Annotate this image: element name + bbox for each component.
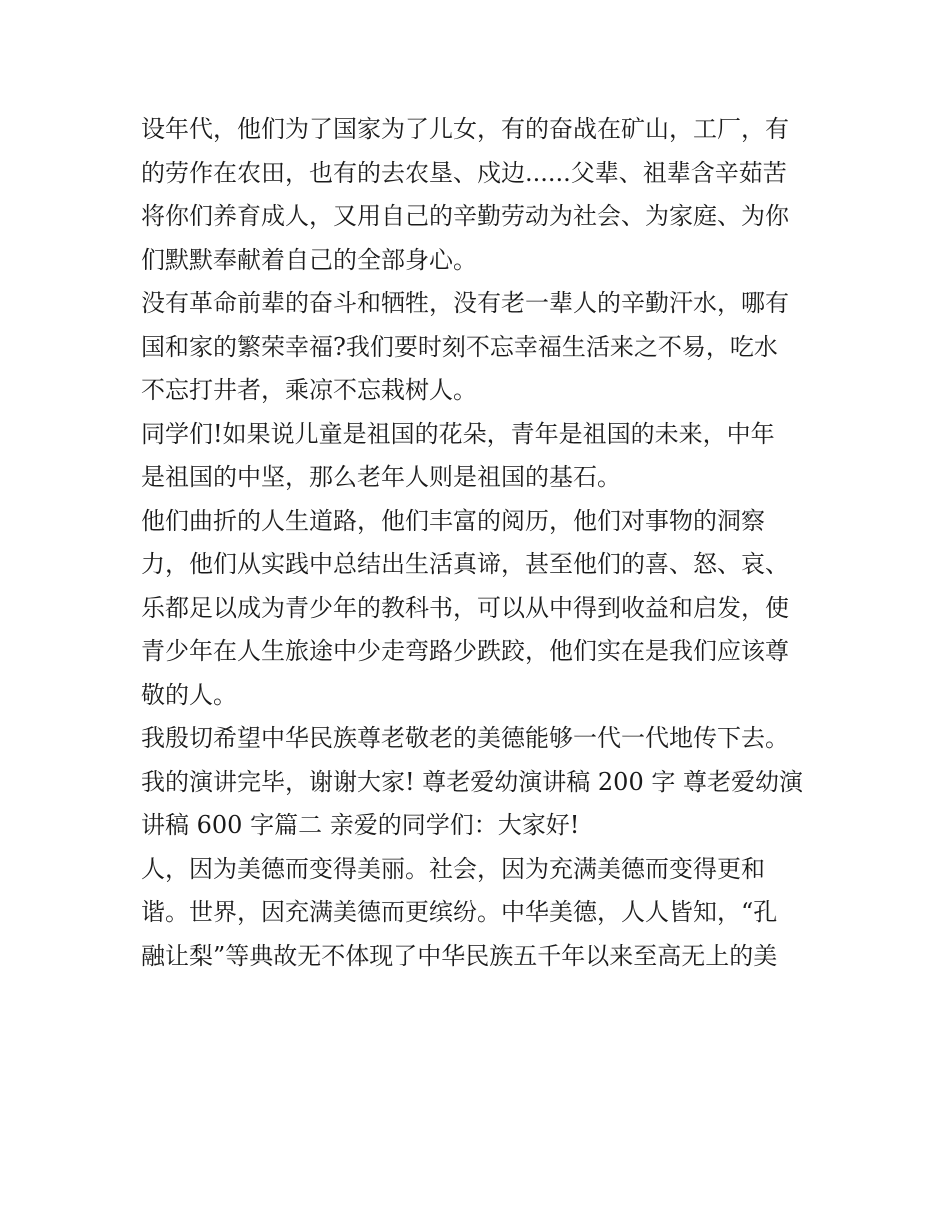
text-line: 他们曲折的人生道路，他们丰富的阅历，他们对事物的洞察: [141, 506, 765, 535]
text-line: 乐都足以成为青少年的教科书，可以从中得到收益和启发，使: [141, 593, 789, 622]
text-line: 将你们养育成人，又用自己的辛勤劳动为社会、为家庭、为你: [141, 202, 789, 230]
text-line: 设年代，他们为了国家为了儿女，有的奋战在矿山，工厂，有: [141, 115, 789, 143]
text-line: 我殷切希望中华民族尊老敬老的美德能够一代一代地传下去。: [141, 724, 789, 752]
text-line: 我的演讲完毕，谢谢大家! 尊老爱幼演讲稿 200 字 尊老爱幼演: [141, 767, 803, 796]
body-text: [141, 108, 813, 978]
text-line: 人，因为美德而变得美丽。社会，因为充满美德而变得更和: [141, 854, 765, 883]
text-line: 敬的人。: [141, 680, 237, 709]
text-line: 融让梨”等典故无不体现了中华民族五千年以来至高无上的美: [141, 941, 778, 970]
text-line: 的劳作在农田，也有的去农垦、戍边......父辈、祖辈含辛茹苦: [141, 158, 787, 187]
text-line: 们默默奉献着自己的全部身心。: [141, 245, 477, 274]
text-line: 讲稿 600 字篇二 亲爱的同学们：大家好!: [141, 811, 580, 839]
text-line: 谐。世界，因充满美德而更缤纷。中华美德，人人皆知，“孔: [141, 898, 778, 926]
text-line: 国和家的繁荣幸福?我们要时刻不忘幸福生活来之不易，吃水: [141, 332, 778, 361]
text-line: 是祖国的中坚，那么老年人则是祖国的基石。: [141, 463, 621, 491]
text-line: 力，他们从实践中总结出生活真谛，甚至他们的喜、怒、哀、: [141, 550, 789, 578]
text-line: 青少年在人生旅途中少走弯路少跌跤，他们实在是我们应该尊: [141, 637, 789, 665]
text-line: 不忘打井者，乘凉不忘栽树人。: [141, 376, 477, 404]
text-line: 没有革命前辈的奋斗和牺牲，没有老一辈人的辛勤汗水，哪有: [141, 289, 789, 317]
text-line: 同学们!如果说儿童是祖国的花朵，青年是祖国的未来，中年: [141, 419, 775, 448]
